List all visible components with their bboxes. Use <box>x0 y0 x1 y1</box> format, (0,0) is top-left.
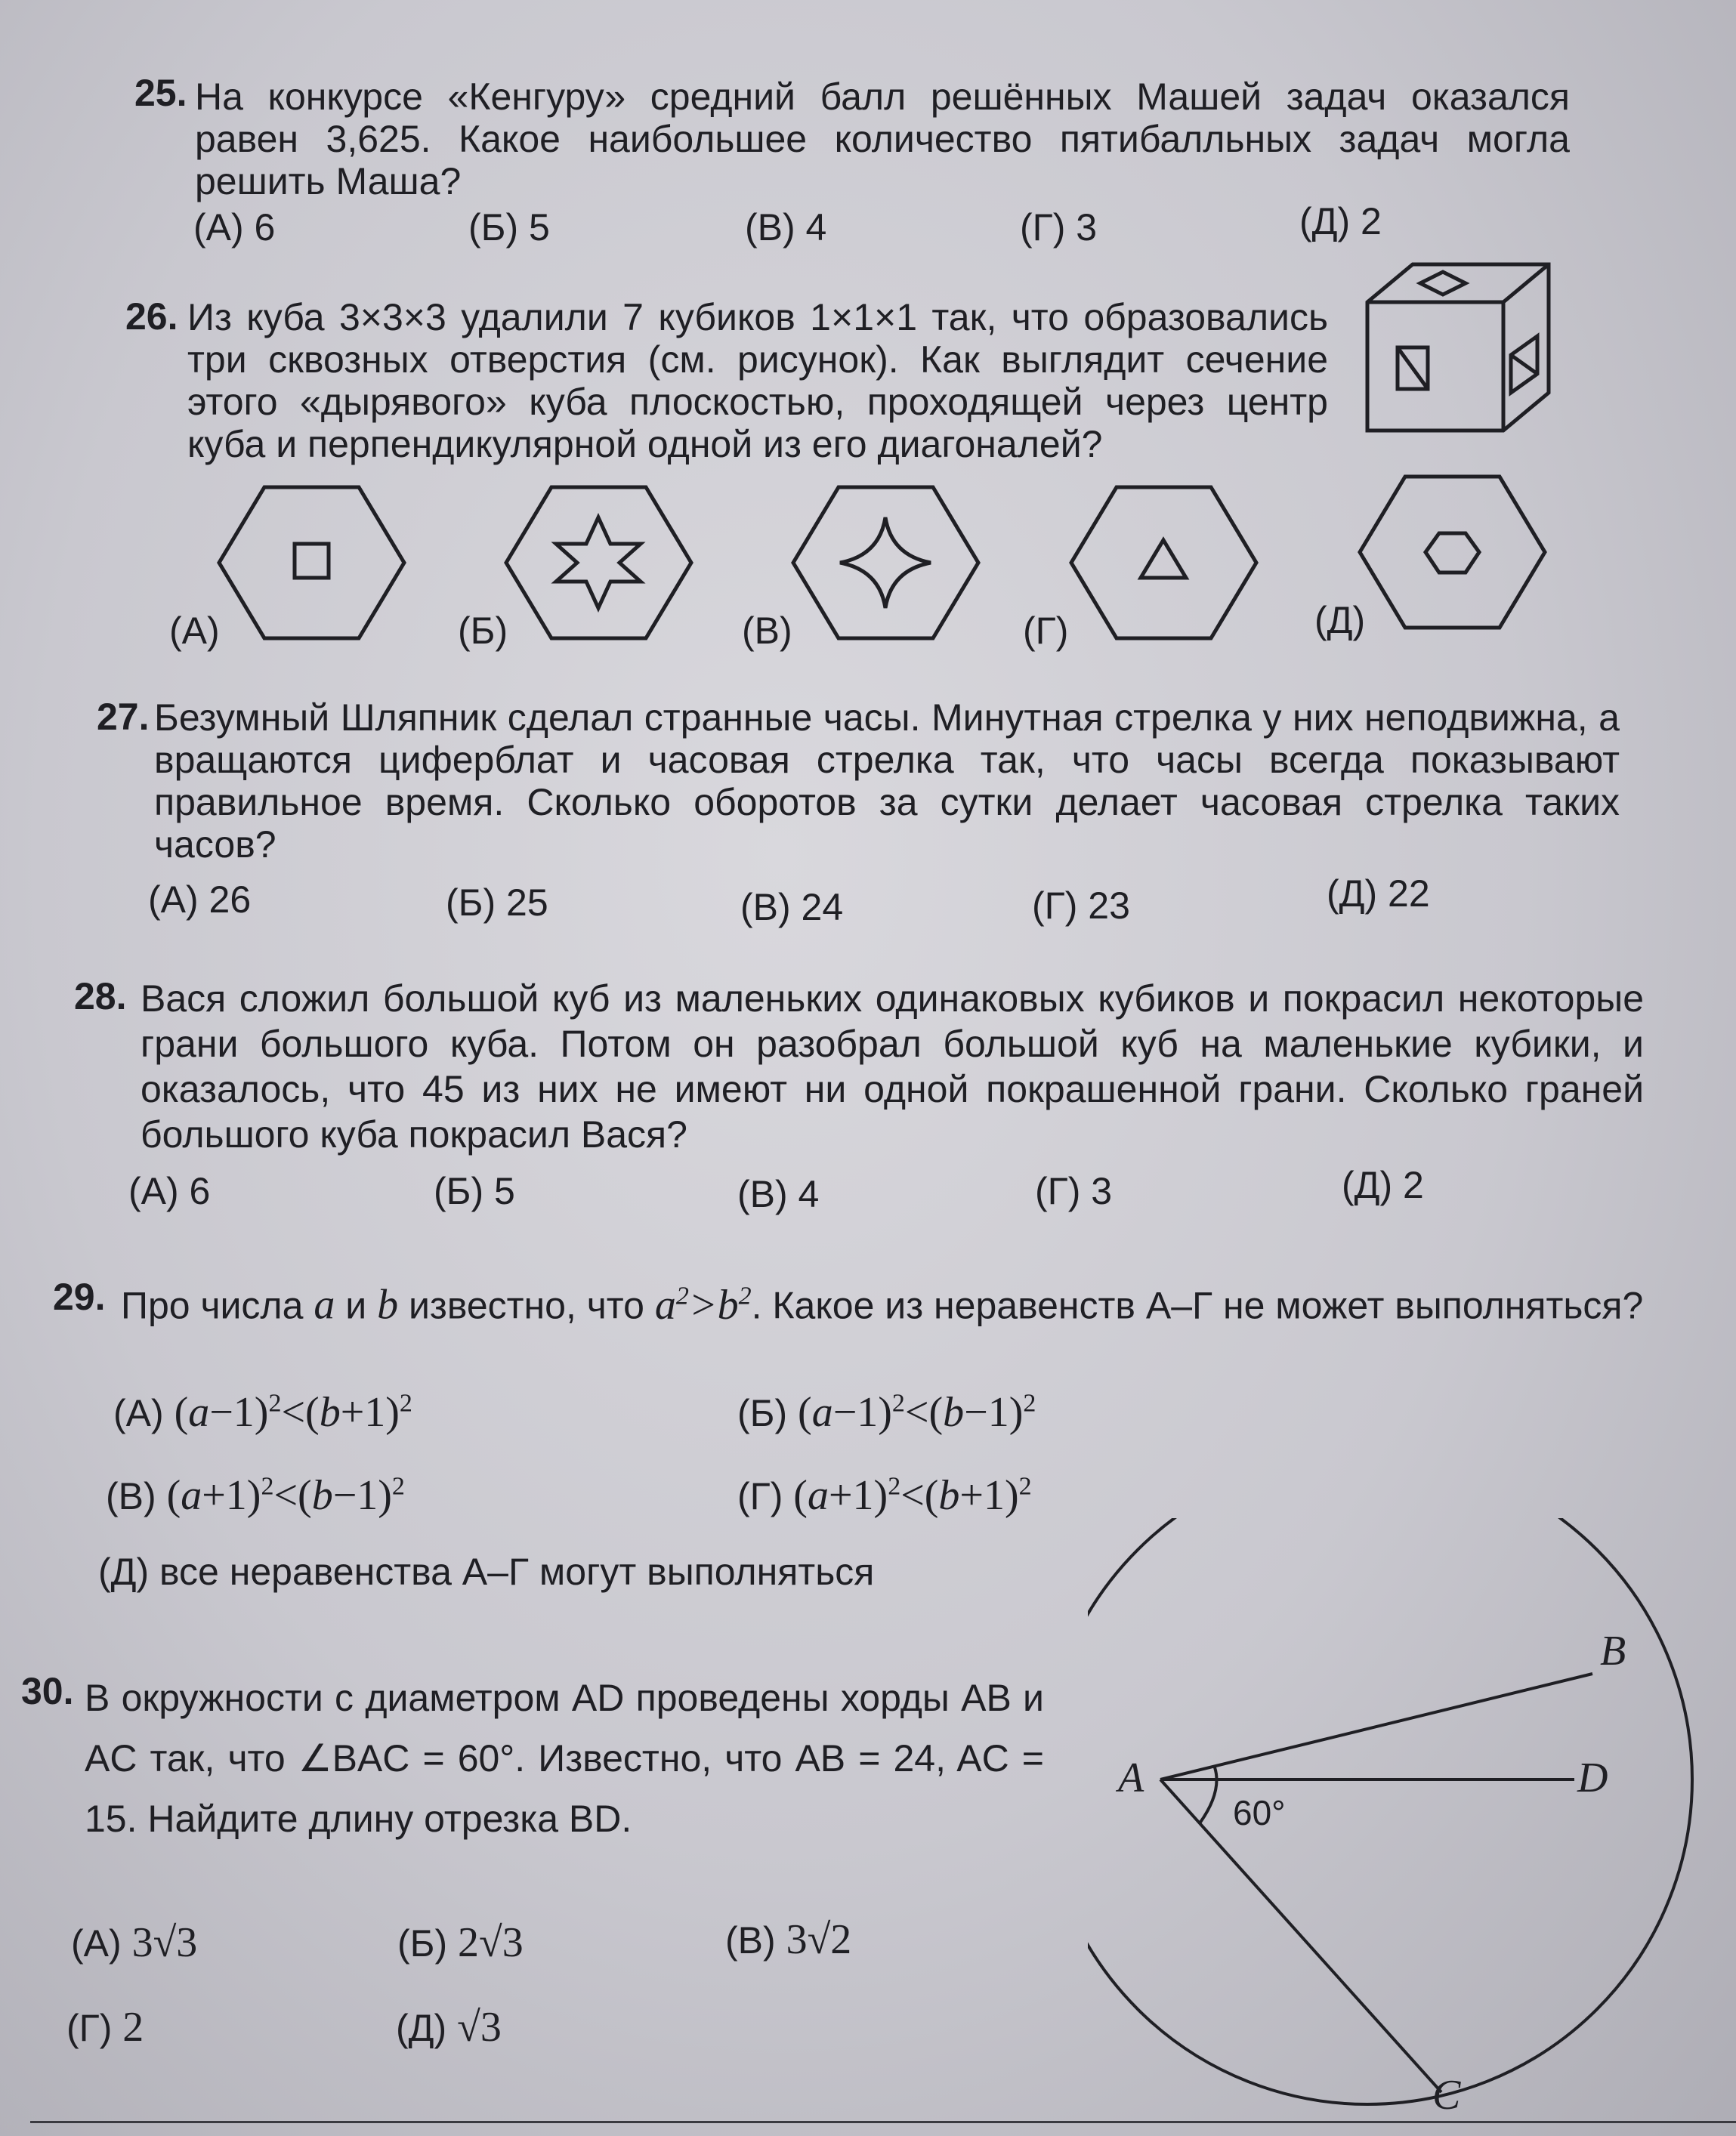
p30-option-c[interactable] <box>725 1915 851 1964</box>
p26-option-d[interactable]: (Г) <box>1023 610 1069 652</box>
problem-28-number: 28. <box>74 975 127 1017</box>
problem-26-number: 26. <box>125 295 178 338</box>
p29-option-d[interactable] <box>737 1471 1032 1520</box>
label-b: B <box>1600 1628 1626 1675</box>
p26-option-b[interactable]: (Б) <box>458 610 508 652</box>
p25-option-a[interactable]: (А) 6 <box>193 206 276 248</box>
section-option-a-hexagon[interactable] <box>212 476 415 650</box>
p29-option-c-formula: $(a+1)^2<(b-1)^2$ <box>166 1472 405 1519</box>
p25-option-c[interactable]: (В) 4 <box>745 206 827 248</box>
holey-cube-figure <box>1360 257 1564 446</box>
p29-option-b-formula: $(a-1)^2<(b-1)^2$ <box>798 1389 1036 1436</box>
section-option-d-triangle[interactable] <box>1064 476 1268 650</box>
problem-25-number: 25. <box>134 72 187 114</box>
p28-option-e[interactable]: (Д) 2 <box>1342 1164 1424 1206</box>
section-option-c-curved-star[interactable] <box>786 476 990 650</box>
p26-option-c[interactable]: (В) <box>742 610 792 652</box>
p30-option-d-label: (Г) <box>66 2007 113 2049</box>
p27-option-a[interactable]: (А) 26 <box>148 878 252 921</box>
p28-option-b[interactable]: (Б) 5 <box>434 1170 515 1212</box>
p25-option-e[interactable]: (Д) 2 <box>1299 200 1382 242</box>
p30-option-d[interactable] <box>66 2003 144 2051</box>
p30-option-a-label: (А) <box>71 1922 122 1965</box>
p25-option-d[interactable]: (Г) 3 <box>1020 206 1098 248</box>
label-a: A <box>1118 1755 1144 1801</box>
chord-ab <box>1160 1674 1592 1779</box>
p29-condition: $a^2>b^2$ <box>654 1281 752 1329</box>
problem-27-text: Безумный Шляпник сделал странные часы. Минутная стрелка у них неподвижна, а вращаются циферблат и часовая стрелка так, что часы всегда показывают правильное время. Сколько оборотов за сутки делает часовая стрелка таких часов? <box>154 696 1620 866</box>
section-option-e-hexagon-hole[interactable] <box>1352 465 1556 639</box>
p29-option-b-label: (Б) <box>737 1392 788 1434</box>
p30-option-c-label: (В) <box>725 1919 776 1962</box>
p29-text-known: известно, что <box>408 1284 644 1327</box>
p30-option-e-label: (Д) <box>396 2007 447 2049</box>
p25-option-b[interactable]: (Б) 5 <box>468 206 550 248</box>
p28-option-a[interactable]: (А) 6 <box>128 1170 211 1212</box>
p29-option-b[interactable] <box>737 1388 1036 1437</box>
p26-option-e[interactable]: (Д) <box>1314 599 1366 641</box>
section-option-b-star[interactable] <box>499 476 703 650</box>
p27-option-d[interactable]: (Г) 23 <box>1032 884 1130 927</box>
p30-option-c-value: 3√2 <box>786 1916 852 1963</box>
problem-26-text: Из куба 3×3×3 удалили 7 кубиков 1×1×1 так, что образовались три сквозных отверстия (см. рисунок). Как выглядит сечение этого «дырявого» куба плоскостью, проходящей через центр куба и перпендикулярной одной из его диагоналей? <box>187 296 1328 465</box>
p29-var-a: a <box>314 1281 335 1329</box>
p30-option-b[interactable] <box>397 1918 524 1967</box>
p30-option-b-label: (Б) <box>397 1922 448 1965</box>
problem-27-number: 27. <box>97 696 150 738</box>
label-c: C <box>1432 2072 1461 2115</box>
problem-28-text: Вася сложил большой куб из маленьких одинаковых кубиков и покрасил некоторые грани большого куба. Потом он разобрал большой куб на маленькие кубики, и оказалось, что 45 из них не имеют ни одной покрашенной грани. Сколько граней большого куба покрасил Вася? <box>141 977 1644 1156</box>
p30-option-e[interactable] <box>396 2003 502 2051</box>
problem-25-text: На конкурсе «Кенгуру» средний балл решённых Машей задач оказался равен 3,625. Какое наибольшее количество пятибалльных задач могла решить Маша? <box>195 76 1570 202</box>
p29-option-a-formula: $(a-1)^2<(b+1)^2$ <box>174 1389 412 1436</box>
p26-option-a[interactable]: (А) <box>169 610 220 652</box>
problem-29-text <box>121 1275 1654 1327</box>
p28-option-d[interactable]: (Г) 3 <box>1035 1170 1113 1212</box>
p29-option-a[interactable] <box>113 1388 412 1437</box>
angle-arc <box>1200 1767 1217 1823</box>
p29-option-a-label: (А) <box>113 1392 164 1434</box>
chord-ac <box>1160 1779 1441 2092</box>
problem-30-text: В окружности с диаметром AD проведены хорды AB и AC так, что ∠BAC = 60°. Известно, что AB = 24, AC = 15. Найдите длину отрезка BD. <box>85 1677 1044 1840</box>
problem-30-number: 30. <box>21 1670 74 1712</box>
p27-option-c[interactable]: (В) 24 <box>740 886 844 928</box>
p29-option-c[interactable] <box>106 1471 405 1520</box>
p29-option-d-label: (Г) <box>737 1475 783 1517</box>
p29-option-d-formula: $(a+1)^2<(b+1)^2$ <box>793 1472 1032 1519</box>
p29-var-b: b <box>377 1281 399 1329</box>
label-d: D <box>1577 1755 1608 1801</box>
p29-text-a: Про числа <box>121 1284 304 1327</box>
p30-option-e-value: √3 <box>457 2004 502 2051</box>
p28-option-c[interactable]: (В) 4 <box>737 1173 820 1215</box>
p29-option-e[interactable]: (Д) все неравенства А–Г могут выполняться <box>98 1551 875 1593</box>
circle-diagram <box>1088 1518 1722 2115</box>
p29-text-and: и <box>345 1284 367 1327</box>
p30-option-b-value: 2√3 <box>458 1919 524 1966</box>
bottom-rule <box>30 2121 1736 2123</box>
angle-label: 60° <box>1233 1793 1286 1832</box>
p30-option-a-value: 3√3 <box>131 1919 198 1966</box>
problem-29-number: 29. <box>53 1276 106 1318</box>
p29-option-c-label: (В) <box>106 1475 156 1517</box>
p27-option-e[interactable]: (Д) 22 <box>1327 872 1430 915</box>
p30-option-d-value: 2 <box>122 2004 144 2051</box>
p27-option-b[interactable]: (Б) 25 <box>446 881 548 924</box>
p30-option-a[interactable] <box>71 1918 197 1967</box>
p29-text-rest: . Какое из неравенств А–Г не может выполняться? <box>751 1284 1644 1327</box>
